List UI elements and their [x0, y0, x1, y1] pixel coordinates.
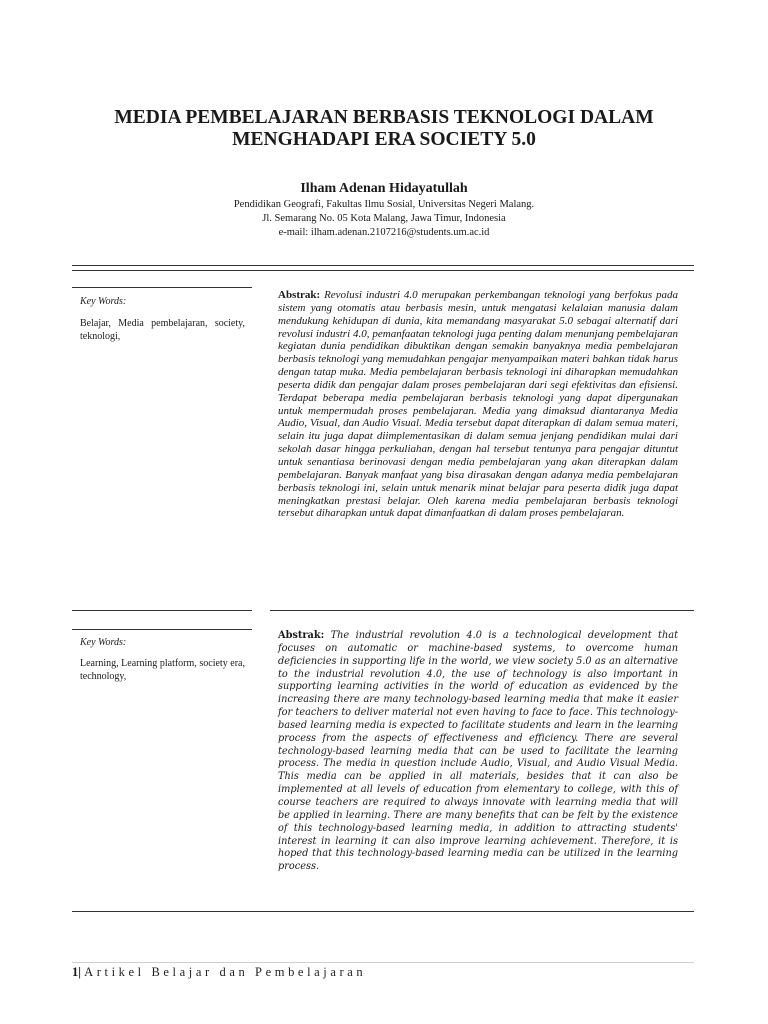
affiliation	[60, 198, 708, 240]
abstract-text-id: Revolusi industri 4.0 merupakan perkembangan teknologi yang berfokus pada sistem yang otomatis atau berbasis mesin, untuk mengatasi kelalaian manusia dalam mendukung kehidupan di dunia, kita memandang masyarakat 5.0 sebagai alternatif dari revolusi industri 4.0, pemanfaatan teknologi juga penting dalam menunjang pembelajaran kegiatan dunia pendidikan dibuktikan dengan semakin banyaknya media pembelajaran berbasis teknologi yang memudahkan pengajar menyampaikan materi bahkan tidak harus dengan tatap muka. Media pembelajaran berbasis teknologi ini diharapkan memudahkan peserta didik dan pengajar dalam proses pembelajaran dari segi efektivitas dan efisiensi. Terdapat beberapa media pembelajaran berbasis teknologi yang dapat dipergunakan untuk mempermudah proses pembelajaran. Media yang dimaksud diantaranya Media Audio, Visual, dan Audio Visual. Media tersebut dapat diterapkan di dalam semua materi, selain itu juga dapat diimplementasikan di dalam semua jenjang pendidikan mulai dari sekolah dasar hingga perkuliahan, dengan hal tersebut tentunya para pengajar dituntut untuk senantiasa berinovasi dengan media pembelajaran yang akan diterapkan dalam pembelajaran. Banyak manfaat yang bisa dirasakan dengan adanya media pembelajaran berbasis teknologi ini, selain untuk menarik minat belajar para peserta didik juga dapat meningkatkan prestasi belajar. Oleh karena media pembelajaran berbasis teknologi tersebut diharapkan untuk dapat dimanfaatkan di dalam proses pembelajaran.	[278, 289, 679, 520]
keywords-title-en: Key Words:	[80, 637, 127, 648]
top-double-rule	[72, 265, 694, 271]
keywords-id: Belajar, Media pembelajaran, society, teknologi,	[80, 318, 245, 342]
abstract-english	[278, 630, 678, 874]
email-line: e-mail: ilham.adenan.2107216@students.um.ac.id	[278, 227, 490, 238]
keywords-bottom-rule-id	[72, 610, 252, 611]
abstract-bottom-rule-id	[270, 610, 694, 611]
abstract-indonesian	[278, 289, 678, 520]
bottom-rule	[72, 911, 694, 912]
footer-rule	[72, 962, 694, 963]
affiliation-line-1: Pendidikan Geografi, Fakultas Ilmu Sosial, Universitas Negeri Malang.	[233, 199, 535, 210]
paper-title-line-2: MENGHADAPI ERA SOCIETY 5.0	[232, 129, 536, 150]
paper-title-line-1: MEDIA PEMBELAJARAN BERBASIS TEKNOLOGI DALAM	[114, 107, 654, 128]
affiliation-line-2: Jl. Semarang No. 05 Kota Malang, Jawa Timur, Indonesia	[262, 213, 506, 224]
keywords-en: Learning, Learning platform, society era, technology,	[80, 658, 245, 682]
running-title: Artikel Belajar dan Pembelajaran	[84, 965, 367, 979]
keywords-top-rule-id	[72, 287, 252, 288]
footer-separator: |	[78, 965, 82, 979]
page-footer	[72, 965, 366, 980]
paper-title	[60, 107, 708, 151]
keywords-title-id: Key Words:	[80, 296, 127, 307]
page-number: 1	[72, 965, 79, 979]
abstract-label-en: Abstrak:	[278, 630, 325, 641]
abstract-label-id: Abstrak:	[278, 289, 321, 301]
abstract-text-en: The industrial revolution 4.0 is a technological development that focuses on automatic or machine-based systems, to overcome human deficiencies in supporting life in the world, we view society 5.0 as an alternative to the industrial revolution 4.0, the use of technology is also important in supporting learning activities in the world of education as evidenced by the increasing there are many technology-based learning media that make it easier for teachers to deliver material not even having to face to face. This technology-based learning media is expected to facilitate students and learn in the learning process from the aspects of effectiveness and efficiency. There are several technology-based learning media that can be used to facilitate the learning process. The media in question include Audio, Visual, and Audio Visual Media. This media can be applied in all materials, besides that it can also be implemented at all levels of education from elementary to college, with this of course teachers are required to always innovate with learning media that will be applied in learning. There are many benefits that can be felt by the existence of this technology-based learning media, in addition to attracting students' interest in learning it can also improve learning achievement. Therefore, it is hoped that this technology-based learning media can be utilized in the learning process.	[278, 630, 678, 873]
author-name: Ilham Adenan Hidayatullah	[300, 181, 468, 196]
keywords-top-rule-en	[72, 629, 252, 630]
